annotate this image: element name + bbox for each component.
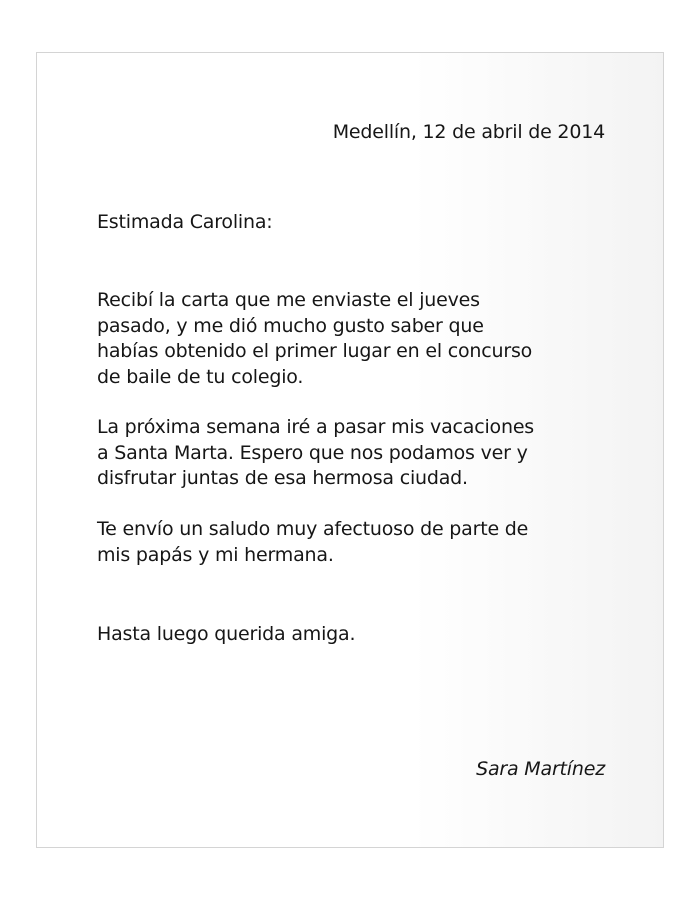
letter-paragraph-2 xyxy=(97,415,534,492)
letter-paragraph-1 xyxy=(97,288,532,390)
paragraph-line: Te envío un saludo muy afectuoso de parte de xyxy=(97,518,529,540)
paragraph-line: pasado, y me dió mucho gusto saber que xyxy=(97,314,484,337)
paragraph-line: habías obtenido el primer lugar en el concurso xyxy=(97,340,533,362)
letter-signature: Sara Martínez xyxy=(476,758,605,780)
paragraph-line: de baile de tu colegio. xyxy=(97,365,304,388)
letter-date: Medellín, 12 de abril de 2014 xyxy=(332,121,605,143)
letter-greeting: Estimada Carolina: xyxy=(97,211,273,233)
paragraph-line: mis papás y mi hermana. xyxy=(97,543,334,566)
paragraph-line: disfrutar juntas de esa hermosa ciudad. xyxy=(97,467,468,489)
letter-paragraph-3 xyxy=(97,517,528,568)
paragraph-line: Recibí la carta que me enviaste el jueves xyxy=(97,289,480,311)
letter-page xyxy=(36,52,664,848)
letter-closing: Hasta luego querida amiga. xyxy=(97,623,356,645)
paragraph-line: La próxima semana iré a pasar mis vacaciones xyxy=(97,416,535,438)
paragraph-line: a Santa Marta. Espero que nos podamos ver y xyxy=(97,441,528,464)
